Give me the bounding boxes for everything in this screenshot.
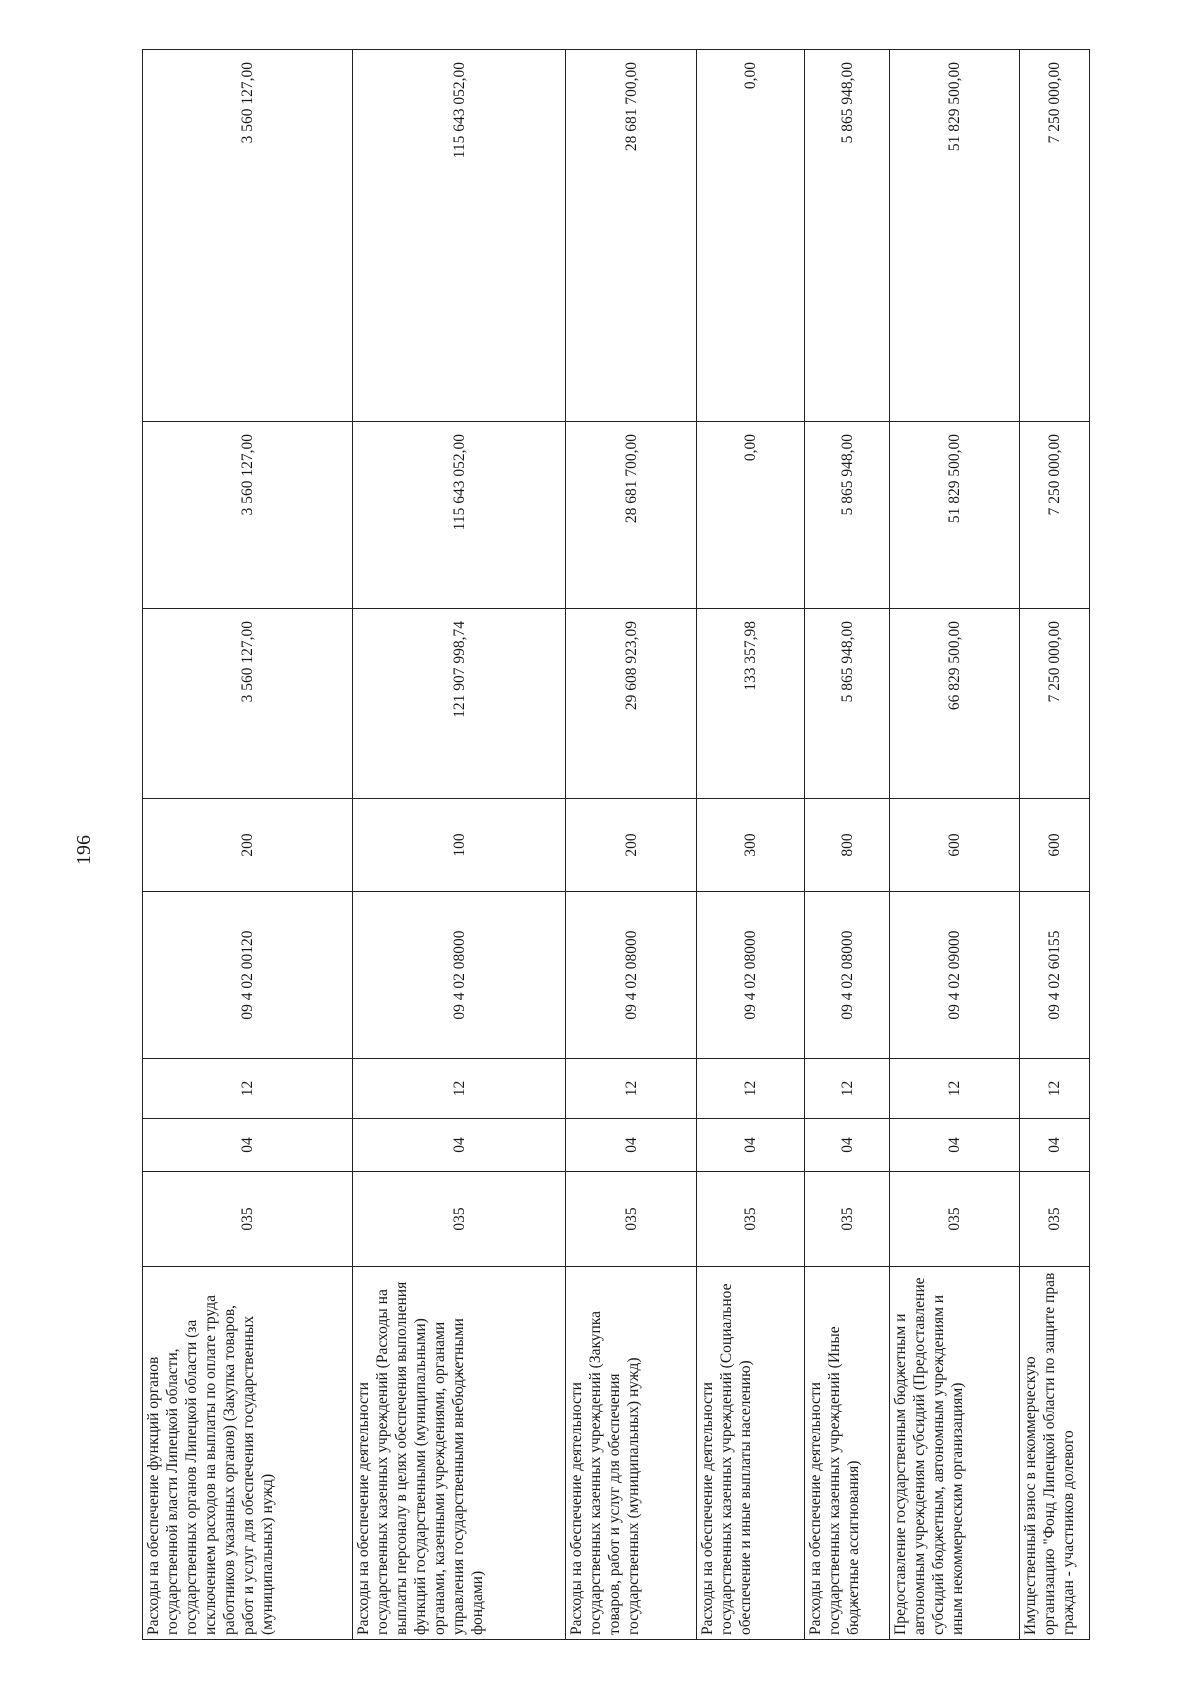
target-article-code: 09 4 02 60155: [1019, 892, 1089, 1059]
subsection-code: 12: [696, 1059, 804, 1119]
table-row: [890, 50, 1020, 1640]
row-name: Расходы на обеспечение деятельности государственных казенных учреждений (Социальное обеспечение и иные выплаты населению): [698, 1283, 754, 1635]
budget-table-container: [142, 50, 1090, 1640]
section-code: 04: [805, 1119, 890, 1172]
row-name: Расходы на обеспечение деятельности государственных казенных учреждений (Иные бюджетные ассигнования): [807, 1326, 863, 1635]
ved-code: 035: [352, 1172, 565, 1267]
amount-year-3: 115 643 052,00: [352, 50, 565, 422]
row-name-cell: [696, 1267, 804, 1640]
section-code: 04: [890, 1119, 1020, 1172]
ved-code: 035: [1019, 1172, 1089, 1267]
row-name: Расходы на обеспечение деятельности государственных казенных учреждений (Расходы на выплаты персоналу в целях обеспечения выполнения функций государственными (муниципальными) органами, казенными учреждениями, органами управления государственными внебюджетными фондами): [354, 1281, 486, 1635]
table-row: [143, 50, 353, 1640]
row-name: Имущественный взнос в некоммерческую организацию "Фонд Липецкой области по защите прав граждан - участников долевого: [1021, 1272, 1077, 1635]
section-code: 04: [143, 1119, 353, 1172]
subsection-code: 12: [1019, 1059, 1089, 1119]
row-name-cell: [890, 1267, 1020, 1640]
amount-year-1: 29 608 923,09: [566, 609, 697, 799]
expense-type-code: 200: [143, 799, 353, 892]
amount-year-2: 5 865 948,00: [805, 422, 890, 609]
target-article-code: 09 4 02 08000: [805, 892, 890, 1059]
ved-code: 035: [566, 1172, 697, 1267]
row-name: Расходы на обеспечение деятельности государственных казенных учреждений (Закупка товаров, работ и услуг для обеспечения государственных (муниципальных) нужд): [568, 1310, 643, 1635]
row-name-cell: [805, 1267, 890, 1640]
target-article-code: 09 4 02 09000: [890, 892, 1020, 1059]
target-article-code: 09 4 02 08000: [566, 892, 697, 1059]
ved-code: 035: [143, 1172, 353, 1267]
budget-table: [142, 49, 1090, 1640]
row-name: Расходы на обеспечение функций органов государственной власти Липецкой области, государственных органов Липецкой области (за исключением расходов на выплаты по оплате труда работников указанных органов) (Закупка товаров, работ и услуг для обеспечения государственных (муниципальных) нужд): [145, 1295, 276, 1635]
amount-year-3: 51 829 500,00: [890, 50, 1020, 422]
subsection-code: 12: [890, 1059, 1020, 1119]
table-row: [352, 50, 565, 1640]
amount-year-3: 28 681 700,00: [566, 50, 697, 422]
amount-year-3: 0,00: [696, 50, 804, 422]
expense-type-code: 600: [1019, 799, 1089, 892]
row-name-cell: [1019, 1267, 1089, 1640]
amount-year-3: 3 560 127,00: [143, 50, 353, 422]
expense-type-code: 600: [890, 799, 1020, 892]
amount-year-3: 5 865 948,00: [805, 50, 890, 422]
table-row: [566, 50, 697, 1640]
amount-year-2: 51 829 500,00: [890, 422, 1020, 609]
table-row: [696, 50, 804, 1640]
ved-code: 035: [805, 1172, 890, 1267]
amount-year-1: 5 865 948,00: [805, 609, 890, 799]
row-name: Предоставление государственным бюджетным и автономным учреждениям субсидий (Предоставление субсидий бюджетным, автономным учреждениям и иным некоммерческим организациям): [892, 1277, 967, 1635]
amount-year-1: 66 829 500,00: [890, 609, 1020, 799]
amount-year-2: 3 560 127,00: [143, 422, 353, 609]
ved-code: 035: [696, 1172, 804, 1267]
amount-year-1: 121 907 998,74: [352, 609, 565, 799]
section-code: 04: [352, 1119, 565, 1172]
amount-year-2: 28 681 700,00: [566, 422, 697, 609]
page-number: 196: [73, 835, 95, 865]
table-row: [805, 50, 890, 1640]
table-row: [1019, 50, 1089, 1640]
target-article-code: 09 4 02 08000: [352, 892, 565, 1059]
target-article-code: 09 4 02 08000: [696, 892, 804, 1059]
subsection-code: 12: [566, 1059, 697, 1119]
expense-type-code: 200: [566, 799, 697, 892]
target-article-code: 09 4 02 00120: [143, 892, 353, 1059]
amount-year-1: 3 560 127,00: [143, 609, 353, 799]
expense-type-code: 300: [696, 799, 804, 892]
amount-year-3: 7 250 000,00: [1019, 50, 1089, 422]
section-code: 04: [566, 1119, 697, 1172]
row-name-cell: [566, 1267, 697, 1640]
expense-type-code: 100: [352, 799, 565, 892]
amount-year-2: 7 250 000,00: [1019, 422, 1089, 609]
subsection-code: 12: [143, 1059, 353, 1119]
subsection-code: 12: [352, 1059, 565, 1119]
amount-year-2: 115 643 052,00: [352, 422, 565, 609]
row-name-cell: [352, 1267, 565, 1640]
subsection-code: 12: [805, 1059, 890, 1119]
expense-type-code: 800: [805, 799, 890, 892]
amount-year-1: 133 357,98: [696, 609, 804, 799]
ved-code: 035: [890, 1172, 1020, 1267]
section-code: 04: [696, 1119, 804, 1172]
amount-year-1: 7 250 000,00: [1019, 609, 1089, 799]
amount-year-2: 0,00: [696, 422, 804, 609]
row-name-cell: [143, 1267, 353, 1640]
section-code: 04: [1019, 1119, 1089, 1172]
